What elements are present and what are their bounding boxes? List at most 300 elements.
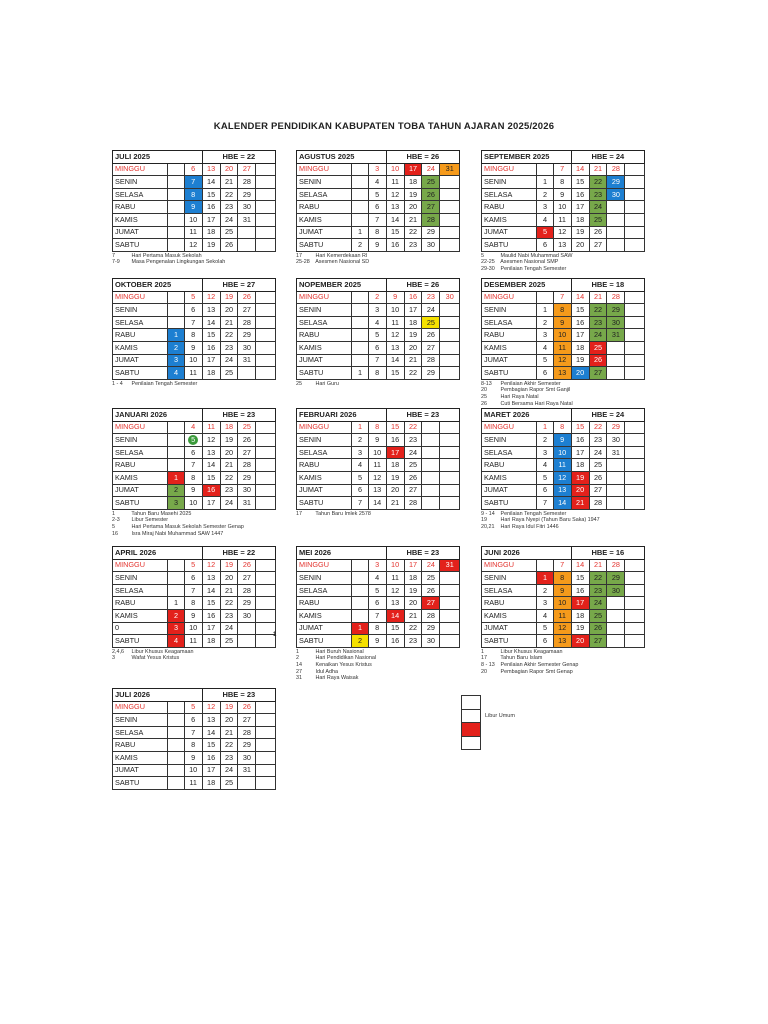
note-date: 29-30 bbox=[481, 265, 495, 272]
date-cell bbox=[625, 226, 645, 239]
date-cell: 27 bbox=[238, 163, 256, 176]
date-cell: 10 bbox=[553, 446, 571, 459]
date-cell: 1 bbox=[352, 226, 368, 239]
date-cell: 23 bbox=[589, 584, 607, 597]
date-cell: 24 bbox=[422, 559, 440, 572]
date-cell: 9 bbox=[368, 434, 386, 447]
week-row bbox=[482, 622, 645, 635]
calendar-table bbox=[112, 150, 276, 252]
date-cell: 7 bbox=[537, 497, 553, 510]
calendar-header bbox=[113, 689, 276, 702]
date-cell bbox=[168, 421, 184, 434]
date-cell bbox=[625, 635, 645, 648]
date-cell bbox=[256, 497, 276, 510]
date-cell: 3 bbox=[368, 304, 386, 317]
date-cell: 11 bbox=[184, 635, 202, 648]
note-date: 2-3 bbox=[112, 517, 120, 524]
calendar-table bbox=[481, 408, 645, 510]
date-cell: 21 bbox=[589, 291, 607, 304]
weekday-label: MINGGU bbox=[482, 291, 537, 304]
date-cell: 3 bbox=[368, 559, 386, 572]
date-cell bbox=[256, 316, 276, 329]
legend-label: Libur Umum bbox=[485, 713, 515, 719]
date-cell bbox=[168, 559, 184, 572]
week-row bbox=[297, 213, 460, 226]
calendar-table bbox=[481, 150, 645, 252]
month-name: MEI 2026 bbox=[297, 547, 387, 560]
date-cell: 10 bbox=[553, 329, 571, 342]
note-text: Hari Raya Idul Fitri 1446 bbox=[500, 523, 559, 530]
date-cell bbox=[422, 421, 440, 434]
date-cell: 10 bbox=[553, 201, 571, 214]
date-cell: 27 bbox=[589, 367, 607, 380]
date-cell: 24 bbox=[422, 304, 440, 317]
week-row bbox=[297, 304, 460, 317]
date-cell bbox=[440, 188, 460, 201]
note-date: 1 bbox=[481, 648, 484, 655]
date-cell: 28 bbox=[422, 354, 440, 367]
weekday-label: SABTU bbox=[113, 635, 168, 648]
date-cell: 25 bbox=[422, 176, 440, 189]
week-row bbox=[113, 176, 276, 189]
date-cell: 5 bbox=[537, 622, 553, 635]
date-cell: 26 bbox=[589, 226, 607, 239]
weekday-label: KAMIS bbox=[297, 609, 352, 622]
weekday-label: SABTU bbox=[113, 239, 168, 252]
date-cell: 11 bbox=[553, 459, 571, 472]
note-text: Hari Pertama Masuk Sekolah bbox=[131, 252, 202, 259]
date-cell: 26 bbox=[422, 329, 440, 342]
date-cell: 16 bbox=[386, 239, 404, 252]
date-cell: 19 bbox=[220, 434, 238, 447]
date-cell: 25 bbox=[220, 635, 238, 648]
date-cell bbox=[625, 367, 645, 380]
note-item bbox=[112, 531, 276, 538]
month-notes bbox=[296, 649, 460, 682]
date-cell: 31 bbox=[238, 213, 256, 226]
date-cell bbox=[607, 609, 625, 622]
date-cell: 6 bbox=[184, 446, 202, 459]
week-row bbox=[113, 367, 276, 380]
date-cell: 22 bbox=[220, 471, 238, 484]
week-row bbox=[297, 316, 460, 329]
date-cell bbox=[440, 421, 460, 434]
week-row bbox=[113, 354, 276, 367]
weekday-label: SABTU bbox=[113, 497, 168, 510]
date-cell bbox=[168, 291, 184, 304]
calendar-header bbox=[297, 279, 460, 292]
date-cell: 19 bbox=[220, 701, 238, 714]
crossed-cell bbox=[168, 751, 184, 764]
note-text: Tahun Baru Islam bbox=[500, 655, 543, 662]
date-cell: 31 bbox=[440, 559, 460, 572]
week-row bbox=[482, 597, 645, 610]
week-row bbox=[482, 176, 645, 189]
date-cell: 25 bbox=[422, 572, 440, 585]
date-cell: 15 bbox=[202, 188, 220, 201]
date-cell bbox=[168, 714, 184, 727]
date-cell bbox=[440, 484, 460, 497]
week-row bbox=[113, 609, 276, 622]
date-cell: 11 bbox=[386, 176, 404, 189]
date-cell bbox=[607, 213, 625, 226]
weekday-label: KAMIS bbox=[113, 213, 168, 226]
date-cell: 18 bbox=[404, 316, 422, 329]
date-cell: 14 bbox=[553, 497, 571, 510]
note-text: Masa Pengenalan Lingkungan Sekolah bbox=[131, 259, 226, 266]
date-cell: 13 bbox=[553, 484, 571, 497]
note-date: 7 bbox=[112, 252, 115, 259]
date-cell bbox=[625, 163, 645, 176]
date-cell: 7 bbox=[184, 176, 202, 189]
date-cell bbox=[537, 559, 553, 572]
note-item bbox=[112, 655, 276, 662]
week-row bbox=[297, 163, 460, 176]
date-cell: 31 bbox=[238, 354, 256, 367]
note-item bbox=[481, 259, 645, 266]
date-cell: 16 bbox=[571, 434, 589, 447]
date-cell bbox=[440, 459, 460, 472]
date-cell: 15 bbox=[571, 176, 589, 189]
date-cell: 11 bbox=[386, 572, 404, 585]
date-cell: 18 bbox=[220, 421, 238, 434]
month-name: MARET 2026 bbox=[482, 409, 572, 422]
date-cell bbox=[352, 584, 368, 597]
note-text: Tahun Baru Masehi 2025 bbox=[131, 510, 192, 517]
date-cell: 2 bbox=[537, 188, 553, 201]
date-cell: 17 bbox=[571, 329, 589, 342]
date-cell bbox=[440, 226, 460, 239]
date-cell: 22 bbox=[404, 622, 422, 635]
date-cell: 31 bbox=[238, 764, 256, 777]
date-cell: 6 bbox=[537, 484, 553, 497]
date-cell bbox=[625, 434, 645, 447]
calendar-header bbox=[482, 279, 645, 292]
weekday-label: KAMIS bbox=[297, 213, 352, 226]
date-cell bbox=[440, 176, 460, 189]
date-cell: 1 bbox=[352, 622, 368, 635]
date-cell: 4 bbox=[352, 459, 368, 472]
month-notes bbox=[112, 253, 276, 266]
note-item bbox=[296, 662, 460, 669]
week-row bbox=[482, 163, 645, 176]
date-cell: 13 bbox=[553, 367, 571, 380]
date-cell: 2 bbox=[352, 434, 368, 447]
hbe-count: HBE = 26 bbox=[386, 151, 459, 164]
date-cell bbox=[625, 497, 645, 510]
date-cell bbox=[256, 201, 276, 214]
date-cell bbox=[352, 163, 368, 176]
month-december-2025 bbox=[481, 278, 645, 407]
date-cell bbox=[256, 304, 276, 317]
week-row bbox=[113, 777, 276, 790]
date-cell: 13 bbox=[386, 597, 404, 610]
date-cell: 26 bbox=[238, 434, 256, 447]
date-cell: 13 bbox=[368, 484, 386, 497]
month-october-2025 bbox=[112, 278, 276, 387]
note-text: Tahun Baru Imlek 2578 bbox=[315, 510, 371, 517]
date-cell: 8 bbox=[553, 176, 571, 189]
weekday-label: JUMAT bbox=[482, 622, 537, 635]
note-item bbox=[481, 381, 645, 388]
month-notes bbox=[296, 381, 460, 388]
week-row bbox=[113, 622, 276, 635]
month-august-2025 bbox=[296, 150, 460, 266]
date-cell: 25 bbox=[220, 367, 238, 380]
week-row bbox=[113, 446, 276, 459]
date-cell bbox=[537, 163, 553, 176]
week-row bbox=[113, 291, 276, 304]
date-cell: 31 bbox=[607, 446, 625, 459]
week-row bbox=[297, 329, 460, 342]
date-cell: 11 bbox=[184, 367, 202, 380]
weekday-label: KAMIS bbox=[113, 609, 168, 622]
date-cell: 15 bbox=[571, 304, 589, 317]
date-cell bbox=[440, 635, 460, 648]
week-row bbox=[113, 471, 276, 484]
weekday-label: JUMAT bbox=[482, 484, 537, 497]
date-cell: 26 bbox=[238, 559, 256, 572]
date-cell: 27 bbox=[422, 201, 440, 214]
note-item bbox=[112, 517, 276, 524]
note-text: Wafat Yesus Kristus bbox=[131, 655, 180, 662]
date-cell: 5 bbox=[537, 471, 553, 484]
date-cell bbox=[625, 446, 645, 459]
date-cell: 28 bbox=[238, 459, 256, 472]
date-cell: 4 bbox=[537, 609, 553, 622]
month-november-2025 bbox=[296, 278, 460, 387]
date-cell: 27 bbox=[238, 714, 256, 727]
date-cell bbox=[625, 421, 645, 434]
date-cell: 1 bbox=[352, 421, 368, 434]
date-cell: 10 bbox=[553, 597, 571, 610]
weekday-label: SELASA bbox=[113, 188, 168, 201]
date-cell: 18 bbox=[386, 459, 404, 472]
date-cell: 11 bbox=[553, 609, 571, 622]
date-cell: 26 bbox=[589, 471, 607, 484]
date-cell: 10 bbox=[184, 764, 202, 777]
month-july-2026 bbox=[112, 688, 276, 790]
date-cell: 15 bbox=[571, 421, 589, 434]
date-cell bbox=[184, 434, 202, 447]
month-march-2026 bbox=[481, 408, 645, 531]
date-cell: 24 bbox=[220, 764, 238, 777]
date-cell bbox=[440, 434, 460, 447]
weekday-label: SENIN bbox=[297, 304, 352, 317]
date-cell: 28 bbox=[238, 726, 256, 739]
date-cell: 10 bbox=[184, 622, 202, 635]
week-row bbox=[297, 446, 460, 459]
week-row bbox=[113, 751, 276, 764]
date-cell: 16 bbox=[202, 484, 220, 497]
date-cell: 7 bbox=[368, 213, 386, 226]
note-item bbox=[296, 675, 460, 682]
week-row bbox=[297, 434, 460, 447]
week-row bbox=[113, 459, 276, 472]
date-cell: 2 bbox=[352, 635, 368, 648]
note-item bbox=[296, 649, 460, 656]
note-item bbox=[296, 259, 460, 266]
weekday-label: RABU bbox=[482, 329, 537, 342]
date-cell: 30 bbox=[440, 291, 460, 304]
date-cell bbox=[440, 446, 460, 459]
date-cell: 14 bbox=[202, 459, 220, 472]
date-cell: 21 bbox=[386, 497, 404, 510]
crossed-cell bbox=[168, 239, 184, 252]
week-row bbox=[297, 291, 460, 304]
date-cell: 27 bbox=[238, 304, 256, 317]
date-cell: 14 bbox=[202, 584, 220, 597]
date-cell: 1 bbox=[537, 421, 553, 434]
date-cell: 23 bbox=[220, 201, 238, 214]
date-cell bbox=[625, 609, 645, 622]
date-cell: 6 bbox=[537, 635, 553, 648]
note-text: Penilaian Tengah Semester bbox=[500, 265, 567, 272]
weekday-label: MINGGU bbox=[482, 559, 537, 572]
note-item bbox=[296, 655, 460, 662]
note-text: Penilaian Tengah Semester bbox=[500, 510, 567, 517]
date-cell bbox=[168, 459, 184, 472]
month-name: SEPTEMBER 2025 bbox=[482, 151, 572, 164]
date-cell bbox=[256, 226, 276, 239]
date-cell: 27 bbox=[238, 572, 256, 585]
month-name: OKTOBER 2025 bbox=[113, 279, 203, 292]
calendar-header bbox=[113, 547, 276, 560]
date-cell: 21 bbox=[571, 497, 589, 510]
week-row bbox=[113, 597, 276, 610]
date-cell: 14 bbox=[202, 316, 220, 329]
week-row bbox=[113, 341, 276, 354]
week-row bbox=[482, 341, 645, 354]
page-title: KALENDER PENDIDIKAN KABUPATEN TOBA TAHUN AJARAN 2025/2026 bbox=[213, 121, 555, 132]
date-cell bbox=[352, 316, 368, 329]
month-name: JULI 2025 bbox=[113, 151, 203, 164]
date-cell: 31 bbox=[238, 497, 256, 510]
date-cell: 30 bbox=[422, 239, 440, 252]
date-cell: 27 bbox=[589, 239, 607, 252]
date-cell: 19 bbox=[571, 471, 589, 484]
date-cell: 7 bbox=[553, 163, 571, 176]
month-july-2025 bbox=[112, 150, 276, 266]
date-cell: 24 bbox=[220, 213, 238, 226]
hbe-count: HBE = 22 bbox=[202, 151, 275, 164]
date-cell bbox=[422, 484, 440, 497]
date-cell bbox=[607, 341, 625, 354]
week-row bbox=[482, 329, 645, 342]
date-cell: 21 bbox=[220, 584, 238, 597]
note-date: 20 bbox=[481, 668, 487, 675]
weekday-label: SENIN bbox=[113, 434, 168, 447]
date-cell: 24 bbox=[404, 446, 422, 459]
date-cell: 4 bbox=[537, 459, 553, 472]
date-cell bbox=[607, 635, 625, 648]
month-notes bbox=[481, 253, 645, 273]
note-item bbox=[112, 259, 276, 266]
date-cell bbox=[352, 304, 368, 317]
note-text: Libur Semester bbox=[131, 517, 169, 524]
date-cell: 29 bbox=[238, 597, 256, 610]
note-text: Pembagian Rapor Smt Ganjil bbox=[500, 387, 571, 394]
date-cell: 14 bbox=[368, 497, 386, 510]
date-cell: 15 bbox=[202, 329, 220, 342]
date-cell bbox=[238, 777, 256, 790]
week-row bbox=[297, 367, 460, 380]
date-cell: 8 bbox=[184, 739, 202, 752]
date-cell bbox=[256, 471, 276, 484]
date-cell: 7 bbox=[368, 354, 386, 367]
date-cell bbox=[625, 213, 645, 226]
date-cell: 30 bbox=[607, 434, 625, 447]
date-cell bbox=[625, 239, 645, 252]
month-notes bbox=[481, 381, 645, 407]
week-row bbox=[482, 226, 645, 239]
weekday-label: SENIN bbox=[297, 572, 352, 585]
date-cell: 9 bbox=[184, 751, 202, 764]
crossed-cell bbox=[168, 213, 184, 226]
hbe-count: HBE = 23 bbox=[386, 409, 459, 422]
date-cell: 25 bbox=[589, 459, 607, 472]
week-row bbox=[482, 213, 645, 226]
weekday-label: SELASA bbox=[297, 188, 352, 201]
calendar-table bbox=[112, 546, 276, 648]
date-cell: 8 bbox=[184, 329, 202, 342]
weekday-label: SELASA bbox=[297, 316, 352, 329]
date-cell bbox=[168, 701, 184, 714]
week-row bbox=[113, 559, 276, 572]
date-cell: 22 bbox=[220, 597, 238, 610]
date-cell: 17 bbox=[386, 446, 404, 459]
date-cell: 11 bbox=[368, 459, 386, 472]
date-cell: 7 bbox=[184, 584, 202, 597]
date-cell: 16 bbox=[386, 635, 404, 648]
weekday-label: KAMIS bbox=[113, 471, 168, 484]
note-date: 31 bbox=[296, 675, 302, 682]
date-cell: 18 bbox=[404, 572, 422, 585]
date-cell bbox=[168, 446, 184, 459]
date-cell bbox=[256, 584, 276, 597]
week-row bbox=[297, 354, 460, 367]
date-cell bbox=[352, 201, 368, 214]
note-item bbox=[296, 253, 460, 260]
weekday-label: SABTU bbox=[297, 635, 352, 648]
date-cell: 25 bbox=[220, 226, 238, 239]
weekday-label: SELASA bbox=[113, 726, 168, 739]
date-cell: 22 bbox=[589, 572, 607, 585]
date-cell: 10 bbox=[386, 559, 404, 572]
note-date: 20 bbox=[481, 387, 487, 394]
date-cell: 23 bbox=[589, 316, 607, 329]
date-cell: 10 bbox=[184, 497, 202, 510]
date-cell: 29 bbox=[422, 622, 440, 635]
legend-cell-empty bbox=[462, 709, 481, 723]
date-cell bbox=[352, 188, 368, 201]
date-cell bbox=[256, 329, 276, 342]
date-cell: 8 bbox=[184, 471, 202, 484]
date-cell bbox=[256, 484, 276, 497]
date-cell: 27 bbox=[589, 635, 607, 648]
note-date: 8 - 13 bbox=[481, 661, 495, 668]
note-item bbox=[481, 655, 645, 662]
date-cell: 1 bbox=[537, 176, 553, 189]
date-cell: 9 bbox=[184, 201, 202, 214]
date-cell bbox=[625, 559, 645, 572]
date-cell bbox=[168, 572, 184, 585]
crossed-cell bbox=[168, 201, 184, 214]
note-item bbox=[481, 511, 645, 518]
date-cell: 22 bbox=[404, 367, 422, 380]
month-may-2026 bbox=[296, 546, 460, 682]
note-item bbox=[481, 662, 645, 669]
